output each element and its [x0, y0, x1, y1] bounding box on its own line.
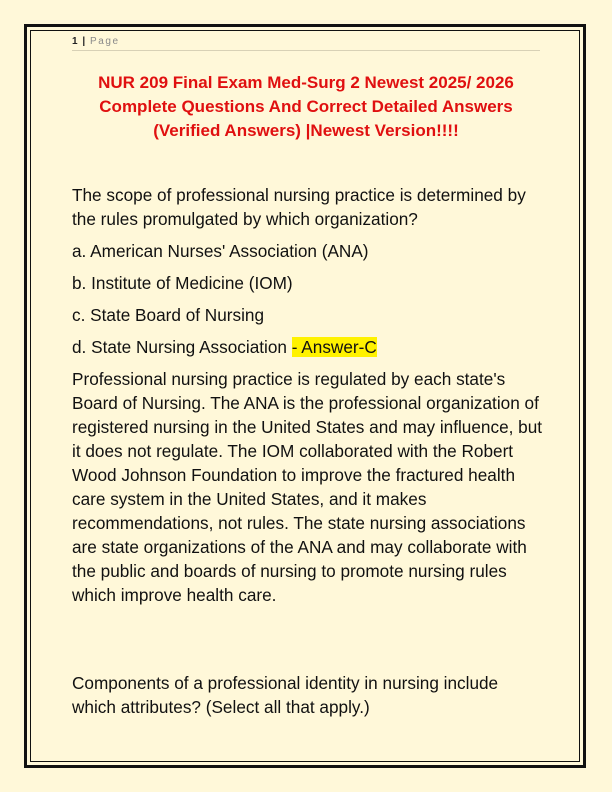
page-number: 1	[72, 36, 78, 47]
question-1-option-a: a. American Nurses' Association (ANA)	[72, 241, 369, 261]
question-1-text: The scope of professional nursing practice is determined by the rules promulgated by which organization?	[72, 185, 526, 229]
page-word: Page	[89, 36, 120, 47]
option-d-label: d. State Nursing Association	[72, 337, 292, 357]
question-1-option-d	[72, 335, 544, 359]
question-1-option-c: c. State Board of Nursing	[72, 305, 265, 325]
page-separator: |	[82, 36, 86, 47]
question-1-option-b: b. Institute of Medicine (IOM)	[72, 273, 293, 293]
page-header	[72, 36, 540, 51]
answer-highlight: - Answer-C	[291, 337, 377, 357]
question-1-explanation: Professional nursing practice is regulated by each state's Board of Nursing. The ANA is the professional organization of registered nursing in the United States and may influence, but it does not regulate. The IOM collaborated with the Robert Wood Johnson Foundation to improve the fractured health care system in the United States, and it makes recommendations, not rules. The state nursing associations are state organizations of the ANA and may collaborate with the public and boards of nursing to promote nursing rules which improve health care.	[72, 369, 543, 605]
document-title: NUR 209 Final Exam Med-Surg 2 Newest 2025/ 2026 Complete Questions And Correct Detailed Answers (Verified Answers) |Newest Version!!!!	[98, 73, 514, 140]
question-2-text: Components of a professional identity in nursing include which attributes? (Select all that apply.)	[72, 673, 499, 717]
